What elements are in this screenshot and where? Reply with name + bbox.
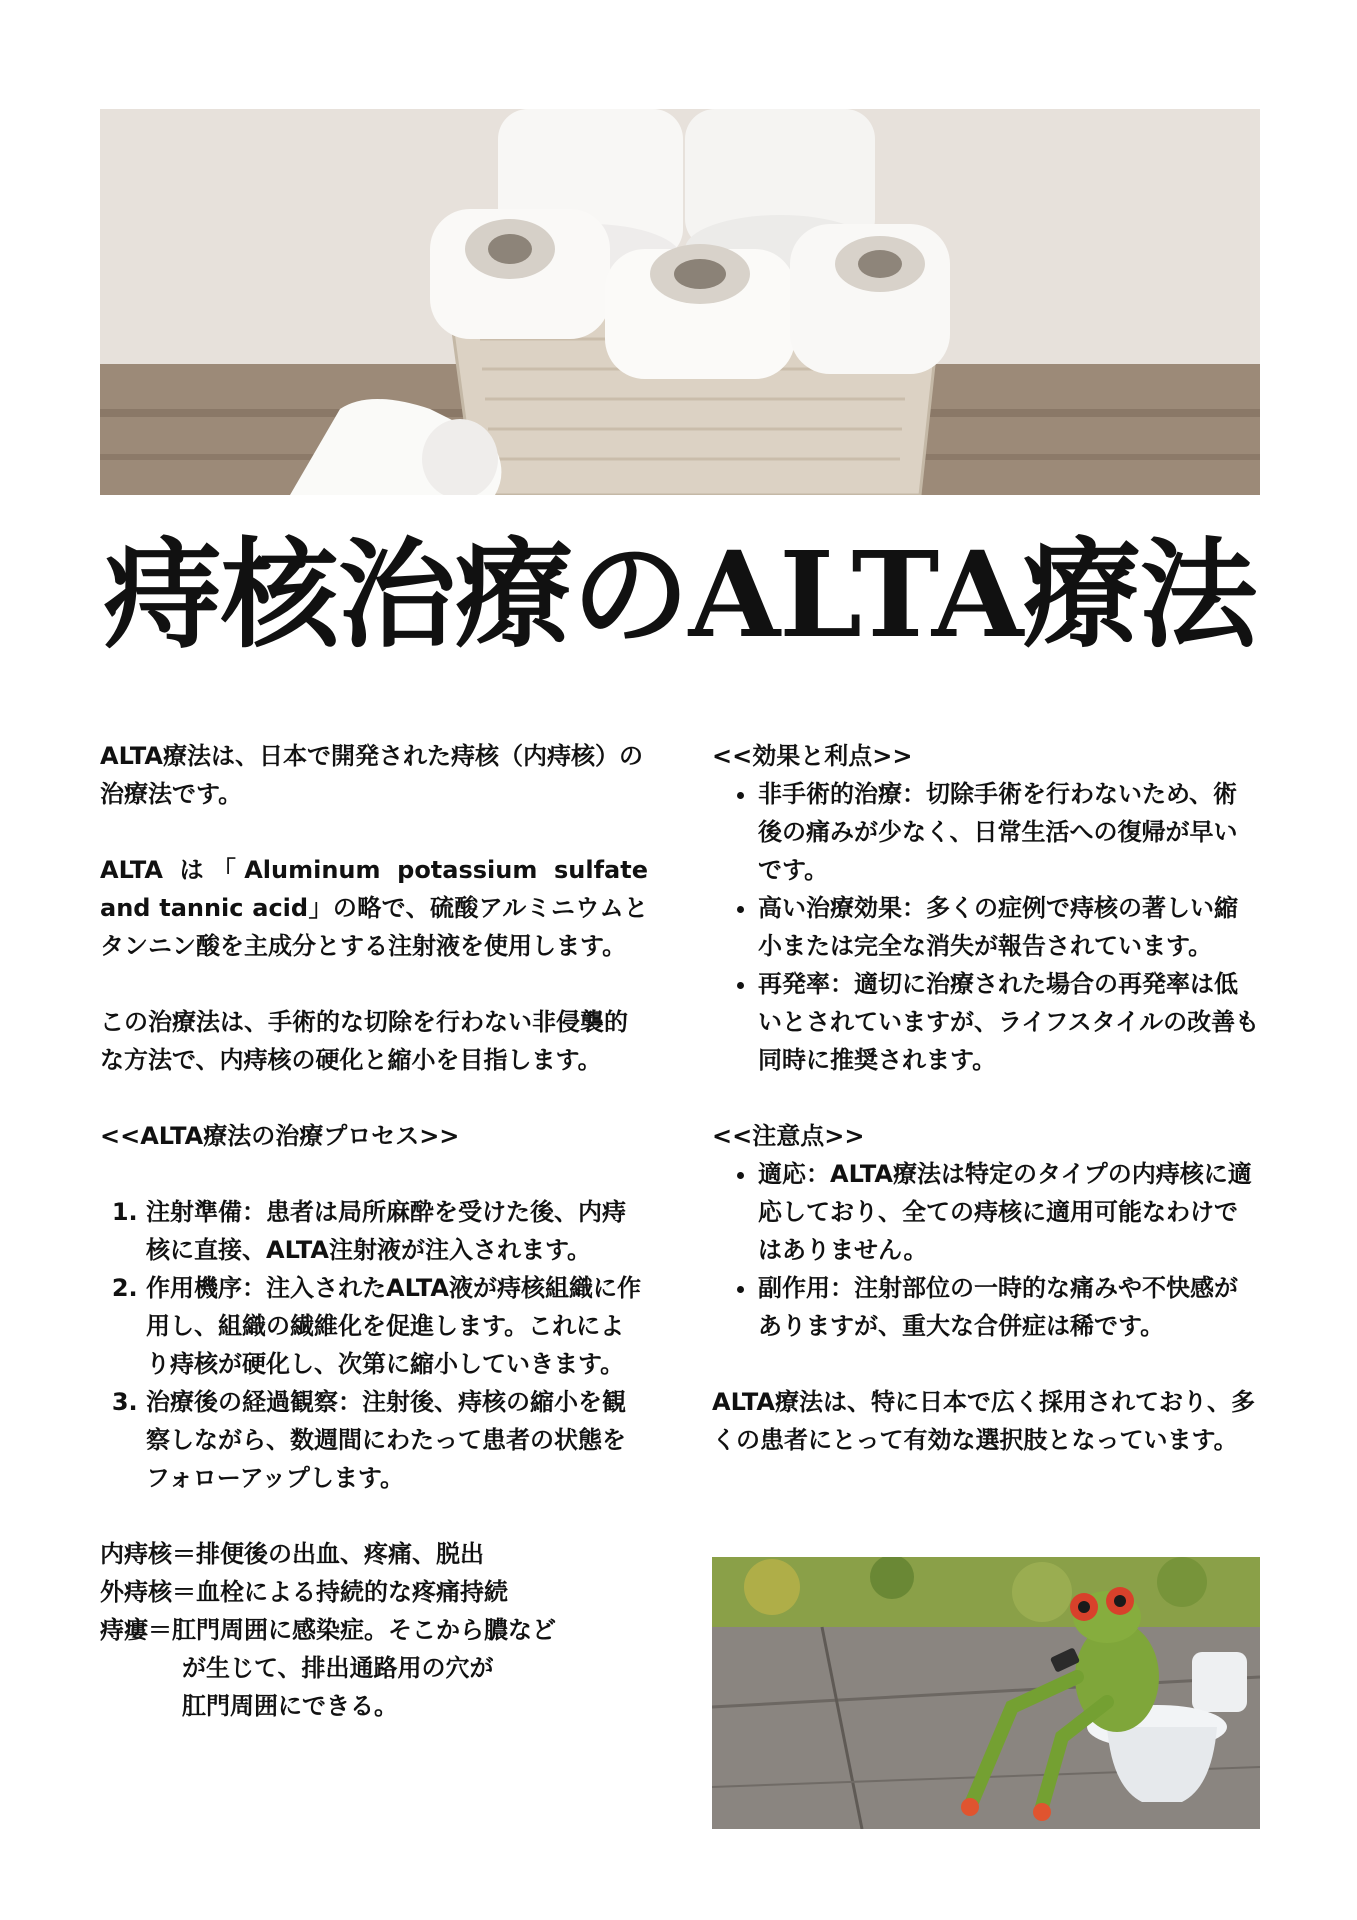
method-paragraph: この治療法は、手術的な切除を行わない非侵襲的な方法で、内痔核の硬化と縮小を目指します。 [100, 1008, 628, 1074]
process-step: 1. 注射準備：患者は局所麻酔を受けた後、内痔核に直接、ALTA注射液が注入されます。 [146, 1193, 648, 1269]
effect-item: • 再発率：適切に治療された場合の再発率は低いとされていますが、ライフスタイルの改善も同時に推奨されます。 [758, 965, 1260, 1079]
definition-internal-hemorrhoid: 内痔核＝排便後の出血、疼痛、脱出 [100, 1540, 484, 1568]
effect-item: • 非手術的治療：切除手術を行わないため、術後の痛みが少なく、日常生活への復帰が早いです。 [758, 775, 1260, 889]
process-step: 3. 治療後の経過観察：注射後、痔核の縮小を観察しながら、数週間にわたって患者の状態をフォローアップします。 [146, 1383, 648, 1497]
frog-on-toilet-photo [712, 1557, 1260, 1829]
left-column [100, 737, 648, 1725]
definition-anal-fistula-line2: が生じて、排出通路用の穴が [182, 1654, 494, 1682]
frog-illustration [712, 1557, 1260, 1829]
effects-heading: <<効果と利点>> [712, 742, 913, 770]
hero-photo-toilet-paper [100, 109, 1260, 495]
toilet-paper-illustration [100, 109, 1260, 495]
process-step: 2. 作用機序：注入されたALTA液が痔核組織に作用し、組織の繊維化を促進します。これにより痔核が硬化し、次第に縮小していきます。 [146, 1269, 648, 1383]
cautions-list [712, 1155, 1260, 1345]
process-heading: <<ALTA療法の治療プロセス>> [100, 1122, 460, 1150]
definition-anal-fistula-line3: 肛門周囲にできる。 [182, 1692, 398, 1720]
page-title: 痔核治療のALTA療法 [103, 525, 1257, 664]
caution-item: • 適応：ALTA療法は特定のタイプの内痔核に適応しており、全ての痔核に適用可能なわけではありません。 [758, 1155, 1260, 1269]
cautions-heading: <<注意点>> [712, 1122, 865, 1150]
alta-definition-paragraph: ALTA は「Aluminum potassium sulfate and tannic acid」の略で、硫酸アルミニウムとタンニン酸を主成分とする注射液を使用します。 [100, 856, 648, 960]
intro-paragraph: ALTA療法は、日本で開発された痔核（内痔核）の治療法です。 [100, 742, 643, 808]
closing-paragraph: ALTA療法は、特に日本で広く採用されており、多くの患者にとって有効な選択肢となっています。 [712, 1388, 1255, 1454]
caution-item: • 副作用：注射部位の一時的な痛みや不快感がありますが、重大な合併症は稀です。 [758, 1269, 1260, 1345]
right-column [712, 737, 1260, 1459]
definition-anal-fistula: 痔瘻＝肛門周囲に感染症。そこから膿など [100, 1616, 556, 1644]
effects-list [712, 775, 1260, 1079]
definition-external-hemorrhoid: 外痔核＝血栓による持続的な疼痛持続 [100, 1578, 508, 1606]
effect-item: • 高い治療効果：多くの症例で痔核の著しい縮小または完全な消失が報告されています。 [758, 889, 1260, 965]
process-steps-list [100, 1193, 648, 1497]
